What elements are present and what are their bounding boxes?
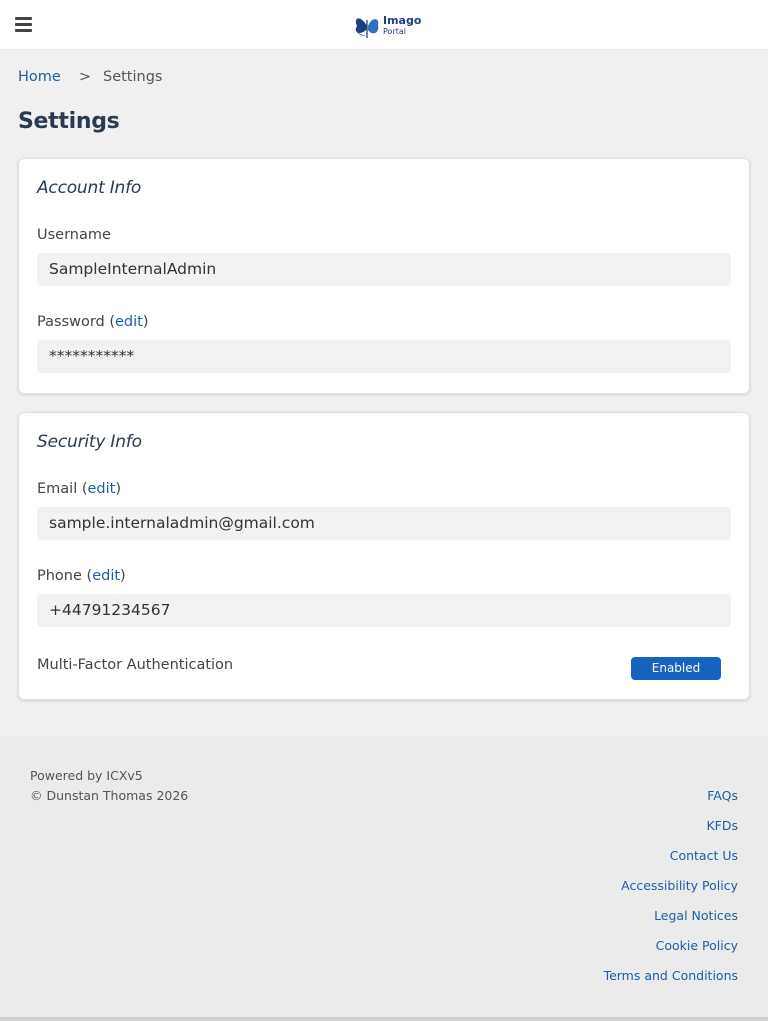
phone-label-close: ) — [120, 568, 126, 584]
mfa-status-badge[interactable]: Enabled — [631, 657, 721, 680]
email-label — [37, 481, 121, 497]
footer-link-terms-and-conditions[interactable]: Terms and Conditions — [603, 968, 738, 983]
username-label: Username — [37, 227, 111, 243]
copyright-text: © Dunstan Thomas 2026 — [30, 788, 189, 803]
email-edit-link[interactable]: edit — [87, 481, 116, 497]
footer-link-kfds[interactable]: KFDs — [706, 818, 738, 833]
password-edit-link[interactable]: edit — [115, 314, 143, 330]
page-title: Settings — [18, 109, 120, 134]
email-field: sample.internaladmin@gmail.com — [37, 507, 731, 540]
footer-link-contact-us[interactable]: Contact Us — [669, 848, 738, 863]
footer — [0, 736, 768, 1017]
account-info-card — [18, 158, 750, 394]
butterfly-icon — [350, 8, 384, 42]
logo-sub-text: Portal — [383, 27, 406, 36]
top-bar — [0, 0, 768, 50]
footer-link-cookie-policy[interactable]: Cookie Policy — [655, 938, 738, 953]
breadcrumb-separator: > — [78, 69, 91, 85]
password-field: *********** — [37, 340, 731, 373]
powered-by-text: Powered by ICXv5 — [30, 768, 143, 783]
security-info-title: Security Info — [37, 432, 142, 452]
phone-label — [37, 568, 126, 584]
security-info-card — [18, 412, 750, 700]
footer-bottom-divider — [0, 1017, 768, 1021]
imago-portal-logo[interactable] — [350, 8, 420, 42]
breadcrumb-home-link[interactable]: Home — [18, 69, 61, 85]
menu-icon[interactable] — [15, 17, 33, 33]
phone-edit-link[interactable]: edit — [92, 568, 121, 584]
phone-label-text: Phone ( — [37, 568, 93, 584]
password-label-text: Password ( — [37, 314, 115, 330]
mfa-label: Multi-Factor Authentication — [37, 657, 234, 673]
email-label-text: Email ( — [37, 481, 88, 497]
breadcrumb-current: Settings — [102, 69, 163, 85]
footer-link-accessibility-policy[interactable]: Accessibility Policy — [621, 878, 738, 893]
password-label — [37, 314, 149, 330]
phone-field: +44791234567 — [37, 594, 731, 627]
account-info-title: Account Info — [37, 178, 142, 198]
footer-link-faqs[interactable]: FAQs — [707, 788, 738, 803]
username-field: SampleInternalAdmin — [37, 253, 731, 286]
breadcrumb — [18, 69, 162, 89]
logo-main-text: Imago — [383, 14, 422, 27]
password-label-close: ) — [142, 314, 149, 330]
footer-links — [604, 788, 738, 998]
email-label-close: ) — [115, 481, 122, 497]
footer-link-legal-notices[interactable]: Legal Notices — [654, 908, 738, 923]
